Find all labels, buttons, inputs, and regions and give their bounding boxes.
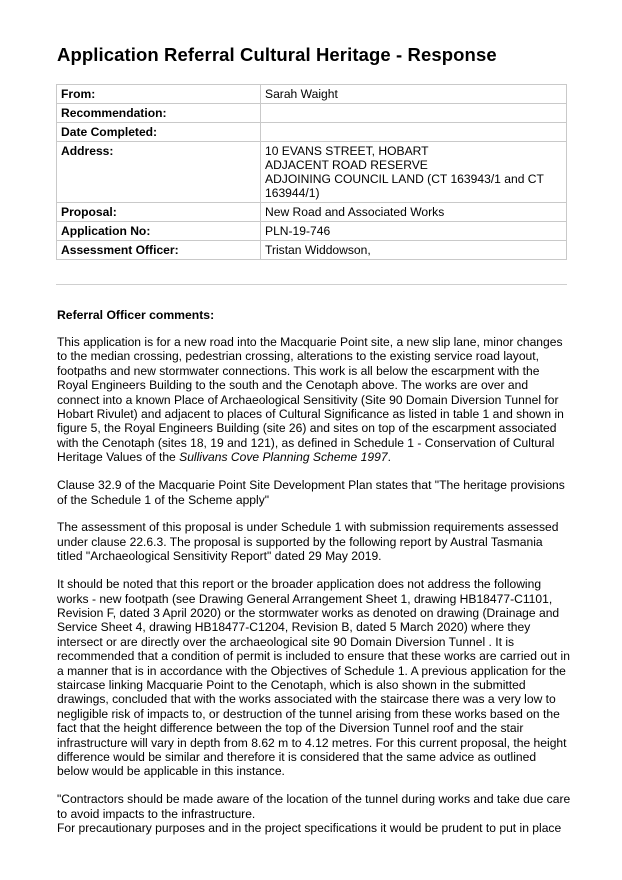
application-details-table	[56, 84, 567, 260]
details-row-assessment-officer	[57, 241, 567, 260]
details-row-from	[57, 85, 567, 104]
paragraph-4: It should be noted that this report or the broader application does not address the following works - new footpath (see Drawing General Arrangement Sheet 1, drawing HB18477-C1101, Revision F, dated 3 April 2020) or the stormwater works as denoted on drawing (Drainage and Service Sheet 4, drawing HB18477-C1204, Revision B, dated 5 March 2020) where they intersect or are directly over the archaeological site 90 Domain Diversion Tunnel . It is recommended that a condition of permit is included to ensure that these works are carried out in a manner that is in accordance with the Objectives of Schedule 1. A previous application for the staircase linking Macquarie Point to the Cenotaph, which is also shown in the submitted drawings, concluded that with the works associated with the staircase there was a very low to negligible risk of impacts to, or destruction of the tunnel arising from these works based on the fact that the height difference between the top of the Diversion Tunnel roof and the stair infrastructure will vary in depth from 8.62 m to 4.12 metres. For this current proposal, the height difference would be similar and therefore it is considered that the same advice as outlined below would be applicable in this instance.	[57, 577, 570, 779]
from-label: From:	[57, 85, 261, 104]
from-value: Sarah Waight	[261, 85, 567, 104]
assessment-officer-value: Tristan Widdowson,	[261, 241, 567, 260]
application-no-value: PLN-19-746	[261, 222, 567, 241]
details-row-recommendation	[57, 104, 567, 123]
proposal-label: Proposal:	[57, 203, 261, 222]
details-row-date-completed	[57, 123, 567, 142]
details-row-address	[57, 142, 567, 203]
address-value: 10 EVANS STREET, HOBART ADJACENT ROAD RESERVE ADJOINING COUNCIL LAND (CT 163943/1 and CT 163944/1)	[261, 142, 567, 203]
recommendation-value	[261, 104, 567, 123]
application-no-label: Application No:	[57, 222, 261, 241]
paragraph-6: For precautionary purposes and in the project specifications it would be prudent to put in place	[57, 821, 562, 836]
paragraph-5: "Contractors should be made aware of the location of the tunnel during works and take due care to avoid impacts to the infrastructure.	[57, 792, 571, 821]
comments-heading: Referral Officer comments:	[57, 308, 215, 322]
paragraph-1	[57, 335, 571, 465]
assessment-officer-label: Assessment Officer:	[57, 241, 261, 260]
date-completed-label: Date Completed:	[57, 123, 261, 142]
details-row-application-no	[57, 222, 567, 241]
paragraph-2: Clause 32.9 of the Macquarie Point Site Development Plan states that "The heritage provisions of the Schedule 1 of the Scheme apply"	[57, 478, 565, 507]
paragraph-3: The assessment of this proposal is under Schedule 1 with submission requirements assessed under clause 22.6.3. The proposal is supported by the following report by Austral Tasmania titled "Archaeological Sensitivity Report" dated 29 May 2019.	[57, 520, 559, 564]
document-title: Application Referral Cultural Heritage - Response	[57, 44, 497, 65]
date-completed-value	[261, 123, 567, 142]
paragraph-1-text: This application is for a new road into the Macquarie Point site, a new slip lane, minor changes to the median crossing, pedestrian crossing, alterations to the existing service road layout, footpaths and new stormwater connections. This work is all below the escarpment with the Royal Engineers Building to the south and the Cenotaph above. The works are over and connect into a known Place of Archaeological Sensitivity (Site 90 Domain Diversion Tunnel for Hobart Rivulet) and adjacent to places of Cultural Significance as listed in table 1 and shown in figure 5, the Royal Engineers Building (site 26) and sites on top of the escarpment associated with the Cenotaph (sites 18, 19 and 121), as defined in Schedule 1 - Conservation of Cultural Heritage Values of the	[57, 335, 564, 465]
planning-scheme-name: Sullivans Cove Planning Scheme 1997	[179, 450, 388, 465]
proposal-value: New Road and Associated Works	[261, 203, 567, 222]
comments-body	[57, 335, 571, 836]
paragraph-1-end: .	[387, 450, 391, 465]
address-label: Address:	[57, 142, 261, 203]
recommendation-label: Recommendation:	[57, 104, 261, 123]
section-divider	[56, 284, 567, 285]
details-row-proposal	[57, 203, 567, 222]
